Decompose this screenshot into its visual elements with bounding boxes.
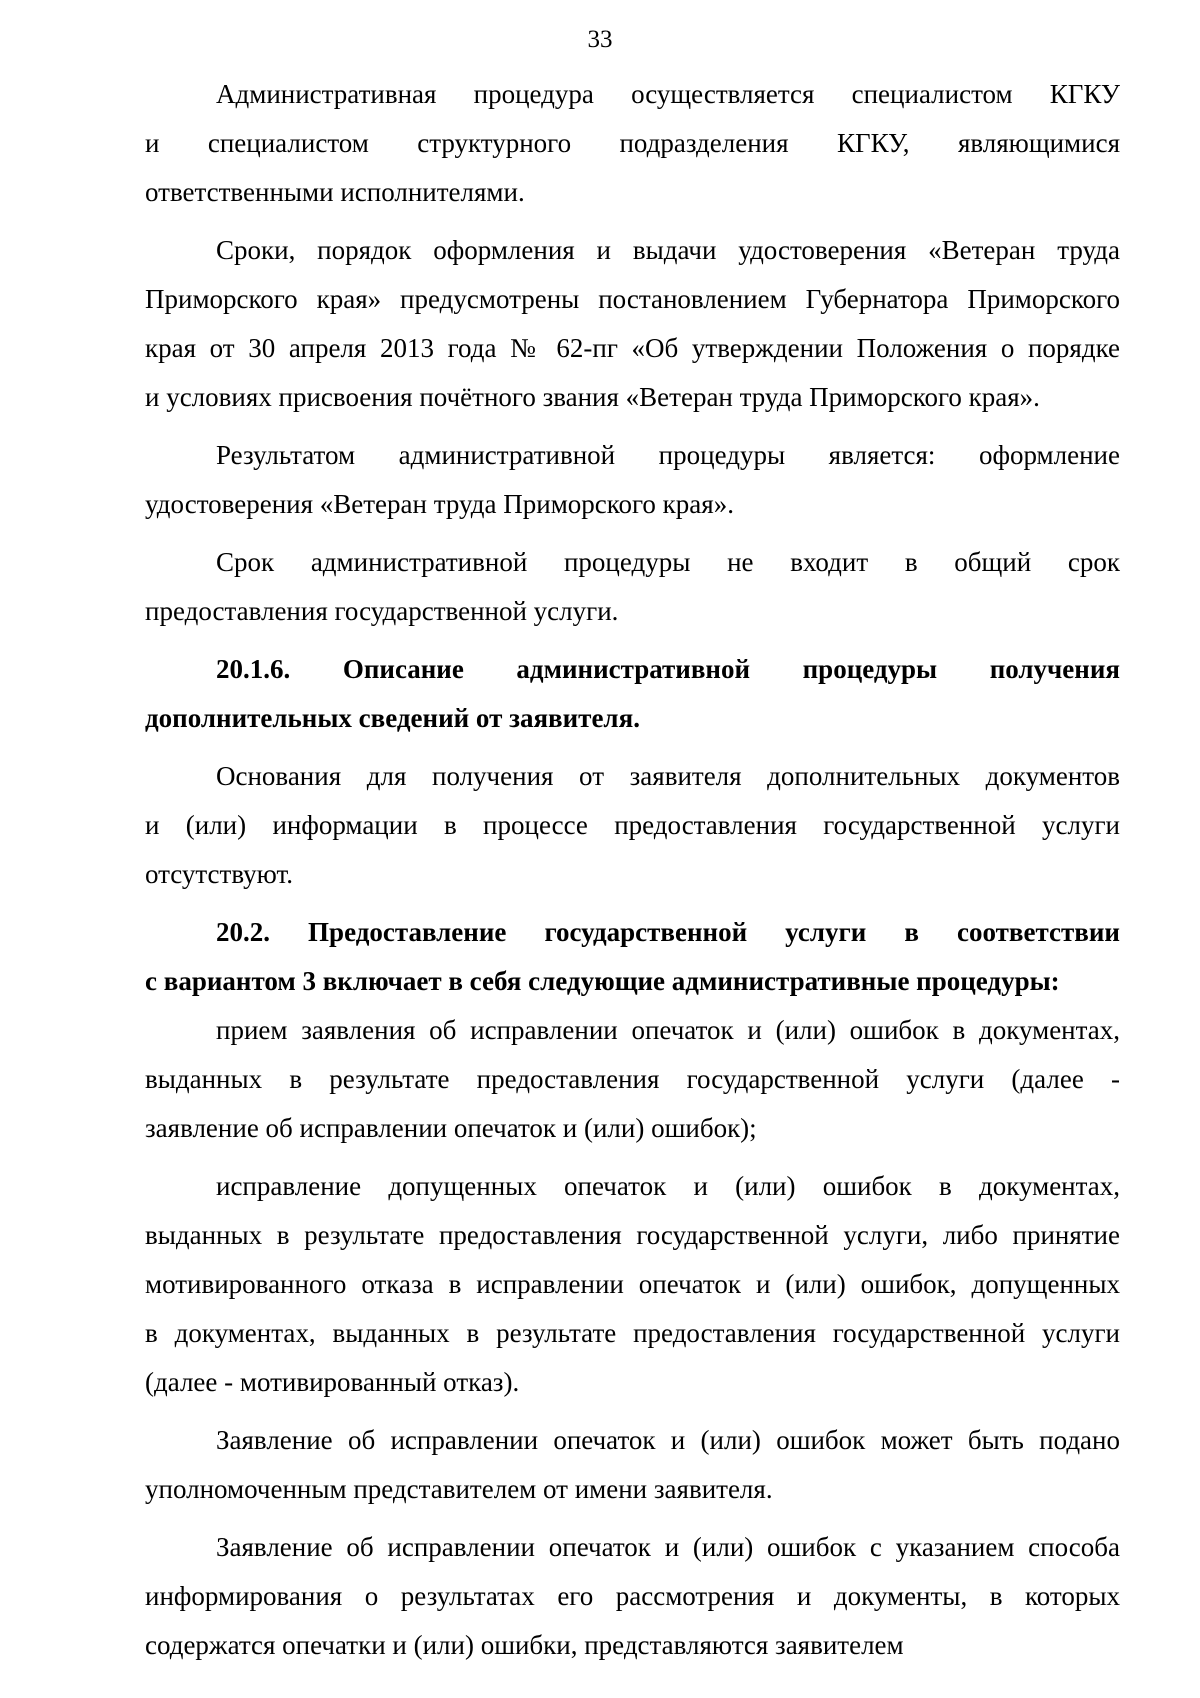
paragraph-p6	[145, 752, 1120, 899]
paragraph-p2	[145, 226, 1120, 422]
text-line: прием заявления об исправлении опечаток и (или) ошибок в документах,	[216, 1015, 1120, 1045]
text-line: Сроки, порядок оформления и выдачи удостоверения «Ветеран труда	[216, 235, 1120, 265]
text-line: ответственными исполнителями.	[145, 177, 525, 207]
text-line: Результатом административной процедуры является: оформление	[216, 440, 1120, 470]
text-line: выданных в результате предоставления государственной услуги (далее -	[145, 1064, 1120, 1094]
page-number: 33	[587, 26, 613, 53]
text-line: и специалистом структурного подразделения КГКУ, являющимися	[145, 128, 1120, 158]
text-line: выданных в результате предоставления государственной услуги, либо принятие	[145, 1220, 1120, 1250]
paragraph-p1	[145, 70, 1120, 217]
text-line: уполномоченным представителем от имени заявителя.	[145, 1474, 773, 1504]
text-line: Административная процедура осуществляется специалистом КГКУ	[216, 79, 1120, 109]
text-line: Приморского края» предусмотрены постановлением Губернатора Приморского	[145, 284, 1120, 314]
text-line: Основания для получения от заявителя дополнительных документов	[216, 761, 1120, 791]
document-body	[145, 70, 1120, 1670]
paragraph-p10	[145, 1416, 1120, 1514]
text-line: Заявление об исправлении опечаток и (или) ошибок может быть подано	[216, 1425, 1120, 1455]
text-line: 20.2. Предоставление государственной услуги в соответствии	[216, 917, 1120, 947]
text-line: Заявление об исправлении опечаток и (или) ошибок с указанием способа	[216, 1532, 1120, 1562]
text-line: и (или) информации в процессе предоставления государственной услуги	[145, 810, 1120, 840]
text-line: дополнительных сведений от заявителя.	[145, 703, 640, 733]
text-line: заявление об исправлении опечаток и (или) ошибок);	[145, 1113, 757, 1143]
text-line: мотивированного отказа в исправлении опечаток и (или) ошибок, допущенных	[145, 1269, 1120, 1299]
text-line: предоставления государственной услуги.	[145, 596, 619, 626]
paragraph-p5	[145, 645, 1120, 743]
text-line: отсутствуют.	[145, 859, 293, 889]
paragraph-p8	[145, 1006, 1120, 1153]
text-line: удостоверения «Ветеран труда Приморского края».	[145, 489, 734, 519]
paragraph-p4	[145, 538, 1120, 636]
text-line: информирования о результатах его рассмотрения и документы, в которых	[145, 1581, 1120, 1611]
text-line: содержатся опечатки и (или) ошибки, представляются заявителем	[145, 1630, 904, 1660]
text-line: 20.1.6. Описание административной процедуры получения	[216, 654, 1120, 684]
text-line: в документах, выданных в результате предоставления государственной услуги	[145, 1318, 1120, 1348]
text-line: исправление допущенных опечаток и (или) ошибок в документах,	[216, 1171, 1120, 1201]
text-line: с вариантом 3 включает в себя следующие административные процедуры:	[145, 966, 1060, 996]
paragraph-p7	[145, 908, 1120, 1006]
text-line: (далее - мотивированный отказ).	[145, 1367, 520, 1397]
paragraph-p3	[145, 431, 1120, 529]
paragraph-p9	[145, 1162, 1120, 1407]
paragraph-p11	[145, 1523, 1120, 1670]
text-line: и условиях присвоения почётного звания «Ветеран труда Приморского края».	[145, 382, 1040, 412]
text-line: края от 30 апреля 2013 года № 62-пг «Об утверждении Положения о порядке	[145, 333, 1120, 363]
text-line: Срок административной процедуры не входит в общий срок	[216, 547, 1120, 577]
